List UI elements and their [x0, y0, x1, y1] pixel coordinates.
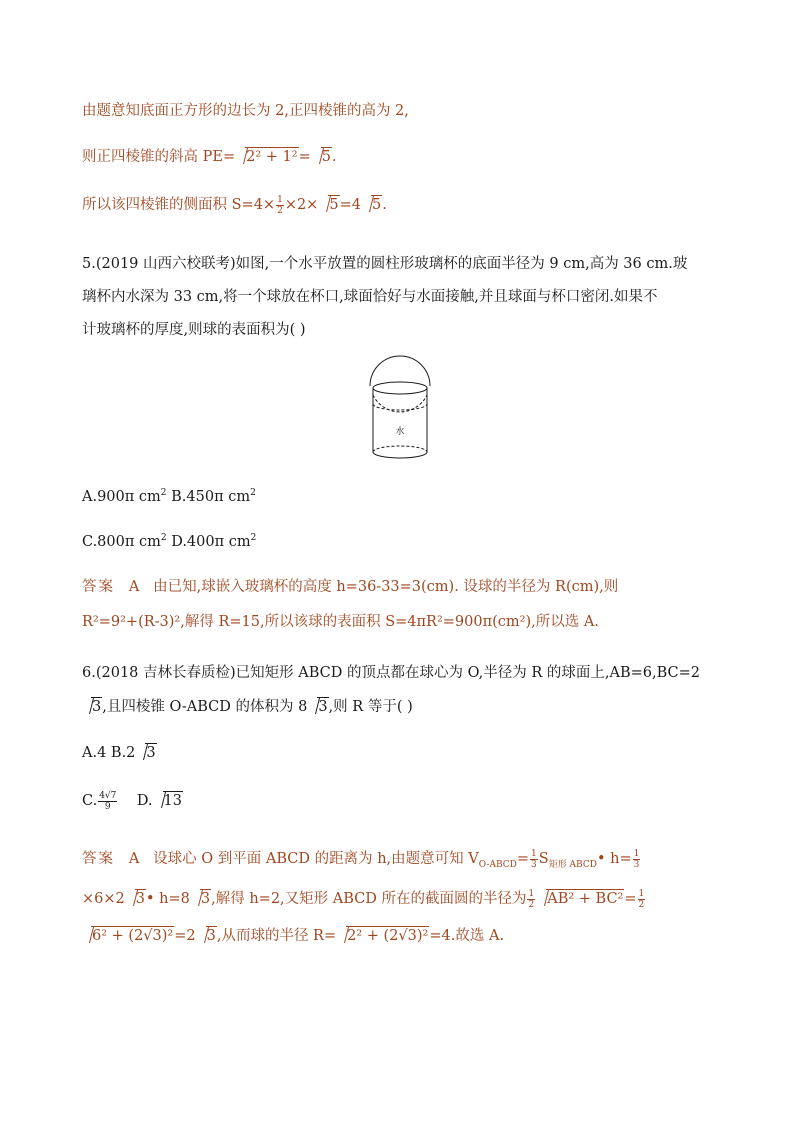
sqrt-expression	[126, 888, 146, 910]
answer-text: ,从而球的半径 R=	[216, 928, 337, 944]
answer-choice: A	[128, 579, 140, 595]
radicand: AB² + BC²	[547, 891, 624, 907]
question-6-line-1	[82, 662, 700, 684]
denominator: 9	[104, 801, 111, 812]
radicand: 2² + 1²	[246, 149, 298, 165]
numerator: 1	[277, 194, 283, 205]
sqrt-expression	[82, 925, 174, 947]
denominator: 2	[638, 899, 645, 910]
sqrt-expression	[319, 194, 339, 216]
answer-text: 设球心 O 到平面 ABCD 的距离为 h,由题意可知 V	[153, 851, 479, 867]
radicand: 3	[135, 891, 145, 907]
fraction	[527, 889, 535, 910]
period: .	[331, 149, 337, 165]
solution-text: 所以该四棱锥的侧面积 S=4×	[82, 197, 276, 213]
answer-text: • h=8	[145, 891, 190, 907]
superscript: 2	[250, 533, 257, 543]
question-6-options-ab	[82, 742, 157, 764]
sphere-hidden-outline	[373, 395, 427, 412]
solution-line-3	[82, 194, 387, 216]
option-c: C.800π cm	[82, 533, 161, 550]
radicand: 3	[92, 699, 102, 715]
denominator: 2	[528, 899, 535, 910]
equals-sign: =	[516, 851, 530, 867]
sqrt-expression	[197, 925, 217, 947]
answer-5-line-2	[82, 611, 599, 633]
question-text: ,且四棱锥 O-ABCD 的体积为 8	[102, 699, 308, 715]
sqrt-expression	[82, 696, 102, 718]
question-5-line-2	[82, 286, 657, 308]
numerator: 1	[633, 848, 640, 859]
sqrt-expression	[236, 146, 298, 168]
question-text: ,则 R 等于( )	[328, 699, 413, 715]
numerator: 1	[531, 848, 537, 859]
radicand: 5	[371, 197, 382, 213]
sqrt-expression	[312, 146, 332, 168]
option-d: D.400π cm	[166, 533, 251, 550]
question-text: 璃杯内水深为 33 cm,将一个球放在杯口,球面恰好与水面接触,并且球面与杯口密闭.如果不	[82, 289, 658, 305]
fraction	[530, 849, 538, 870]
answer-text: 由已知,球嵌入玻璃杯的高度 h=36-33=3(cm). 设球的半径为 R(cm),则	[153, 579, 619, 595]
answer-text: S	[538, 851, 549, 867]
answer-text: =2	[174, 928, 196, 944]
sqrt-expression	[362, 194, 382, 216]
radicand: 5	[321, 149, 331, 165]
fraction	[98, 791, 117, 812]
option-c-label: C.	[82, 793, 98, 809]
question-text: 5.(2019 山西六校联考)如图,一个水平放置的圆柱形玻璃杯的底面半径为 9 cm,高为 36 cm.玻	[82, 256, 688, 272]
question-5-options-cd	[82, 527, 256, 553]
sqrt-expression	[154, 790, 183, 812]
cylinder-bottom-back	[373, 446, 427, 452]
solution-line-1	[82, 100, 409, 122]
numerator: 1	[638, 888, 645, 899]
cylinder-top-ellipse	[373, 382, 427, 394]
period: .	[382, 197, 387, 213]
fraction	[633, 849, 641, 870]
answer-6-line-1	[82, 848, 641, 876]
numerator: 4√7	[99, 790, 117, 801]
fraction	[638, 889, 646, 910]
solution-text: 则正四棱锥的斜高 PE=	[82, 149, 236, 165]
question-5-line-1	[82, 253, 687, 275]
answer-text: R²=9²+(R-3)²,解得 R=15,所以该球的表面积 S=4πR²=900π(cm²),所以选 A.	[82, 614, 599, 630]
sqrt-expression	[337, 925, 429, 947]
denominator: 2	[277, 205, 283, 216]
sqrt-expression	[308, 696, 328, 718]
radicand: 6² + (2√3)²	[92, 928, 174, 944]
option-a-b: A.4 B.2	[82, 745, 136, 761]
fraction	[276, 195, 284, 216]
answer-text: • h=	[596, 851, 632, 867]
numerator: 1	[528, 888, 535, 899]
denominator: 3	[531, 859, 537, 870]
superscript: 2	[250, 488, 256, 498]
question-5-options-ab	[82, 482, 256, 508]
radicand: 13	[163, 793, 182, 809]
denominator: 3	[633, 859, 640, 870]
question-text: 计玻璃杯的厚度,则球的表面积为( )	[82, 322, 306, 338]
question-text: 6.(2018 吉林长春质检)已知矩形 ABCD 的顶点都在球心为 O,半径为 R 的球面上,AB=6,BC=2	[82, 665, 700, 681]
option-b: B.450π cm	[166, 488, 251, 505]
question-5-line-3	[82, 319, 306, 341]
solution-text: =4	[339, 197, 361, 213]
answer-text: ,解得 h=2,又矩形 ABCD 所在的截面圆的半径为	[211, 891, 527, 907]
equals-sign: =	[298, 149, 311, 165]
answer-6-line-3	[82, 925, 504, 947]
answer-5-line-1	[82, 576, 618, 598]
superscript: 2	[160, 488, 167, 498]
answer-label: 答案	[82, 851, 115, 867]
radicand: 2² + (2√3)²	[347, 928, 429, 944]
superscript: 2	[160, 533, 167, 543]
question-6-options-cd	[82, 790, 183, 812]
sqrt-expression	[191, 888, 211, 910]
subscript: 矩形 ABCD	[548, 859, 597, 870]
radicand: 3	[146, 745, 156, 761]
cylinder-sphere-figure	[366, 352, 434, 464]
radicand: 5	[329, 197, 339, 213]
solution-text: ×2×	[284, 197, 319, 213]
radicand: 3	[200, 891, 211, 907]
equals-sign: =	[624, 891, 637, 907]
solution-line-2	[82, 146, 337, 168]
question-6-line-2	[82, 696, 413, 718]
answer-text: =4.故选 A.	[429, 928, 505, 944]
subscript: O-ABCD	[478, 859, 517, 870]
solution-text: 由题意知底面正方形的边长为 2,正四棱锥的高为 2,	[82, 103, 409, 119]
answer-label: 答案	[82, 579, 115, 595]
answer-choice: A	[128, 851, 140, 867]
answer-text: ×6×2	[82, 891, 125, 907]
radicand: 3	[318, 699, 328, 715]
option-d-label: D.	[136, 793, 153, 809]
answer-6-line-2	[82, 888, 646, 910]
cylinder-bottom-front	[373, 452, 427, 458]
sqrt-expression	[136, 742, 156, 764]
water-label: 水	[395, 427, 405, 437]
option-a: A.900π cm	[82, 488, 161, 505]
sqrt-expression	[537, 888, 624, 910]
radicand: 3	[206, 928, 216, 944]
